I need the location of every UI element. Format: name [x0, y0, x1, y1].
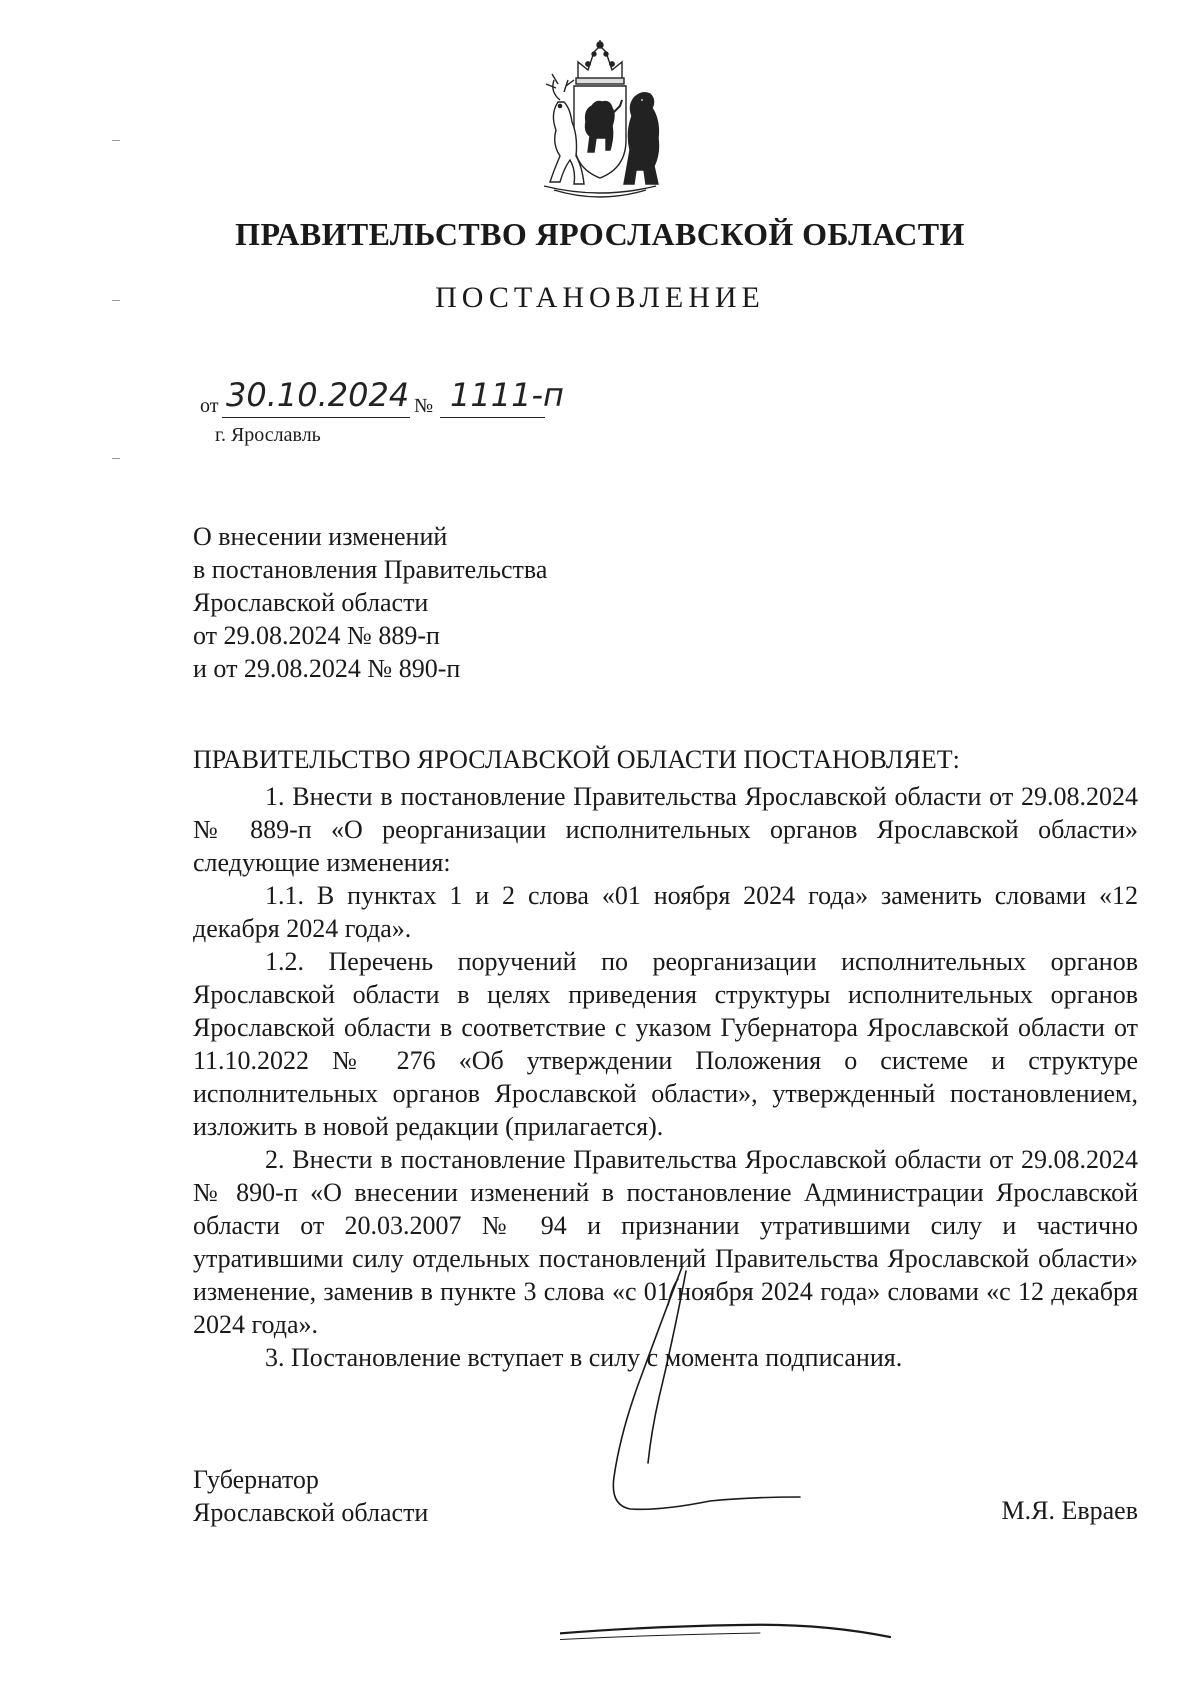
paragraph-1-1: 1.1. В пунктах 1 и 2 слова «01 ноября 2024 года» заменить словами «12 декабря 2024 года». [193, 881, 1138, 943]
handwritten-date: 30.10.2024 [226, 376, 410, 414]
handwritten-number: 1111-п [450, 376, 564, 414]
date-underline [222, 417, 410, 418]
date-number-line [200, 376, 600, 420]
city: г. Ярославль [215, 424, 321, 446]
paragraph-1: 1. Внести в постановление Правительства Ярославской области от 29.08.2024 № 889-п «О реорганизации исполнительных органов Ярославской области» следующие изменения: [193, 782, 1138, 877]
decree-body [193, 780, 1138, 1374]
coat-of-arms-icon [530, 40, 670, 205]
document-type: ПОСТАНОВЛЕНИЕ [435, 281, 765, 314]
decree-heading: ПРАВИТЕЛЬСТВО ЯРОСЛАВСКОЙ ОБЛАСТИ ПОСТАНОВЛЯЕТ: [193, 745, 960, 774]
signatory-position [193, 1463, 428, 1529]
subject-block [193, 520, 547, 685]
date-prefix: от [200, 395, 219, 417]
government-title: ПРАВИТЕЛЬСТВО ЯРОСЛАВСКОЙ ОБЛАСТИ [235, 216, 965, 252]
scan-artifact [112, 458, 120, 459]
subject-line: и от 29.08.2024 № 890-п [193, 654, 461, 683]
number-prefix: № [414, 395, 434, 417]
subject-line: О внесении изменений [193, 522, 448, 551]
paragraph-2: 2. Внести в постановление Правительства Ярославской области от 29.08.2024 № 890-п «О внесении изменений в постановление Администрации Ярославской области от 20.03.2007 № 94 и признании утратившими силу и частично утратившими силу отдельных постановлений Правительства Ярославской области» изменение, заменив в пункте 3 слова «с 01 ноября 2024 года» словами «с 12 декабря 2024 года». [193, 1145, 1138, 1339]
subject-line: Ярославской области [193, 588, 429, 617]
position-line: Ярославской области [193, 1498, 429, 1527]
paragraph-3: 3. Постановление вступает в силу с момента подписания. [265, 1343, 903, 1372]
position-line: Губернатор [193, 1465, 319, 1494]
subject-line: от 29.08.2024 № 889-п [193, 621, 440, 650]
paragraph-1-2: 1.2. Перечень поручений по реорганизации исполнительных органов Ярославской области в целях приведения структуры исполнительных органов Ярославской области в соответствие с указом Губернатора Ярославской области от 11.10.2022 № 276 «Об утверждении Положения о системе и структуре исполнительных органов Ярославской области», утвержденный постановлением, изложить в новой редакции (прилагается). [193, 947, 1138, 1141]
subject-line: в постановления Правительства [193, 555, 548, 584]
number-underline [440, 417, 545, 418]
signatory-name: М.Я. Евраев [1001, 1496, 1138, 1525]
scan-artifact [112, 140, 120, 141]
